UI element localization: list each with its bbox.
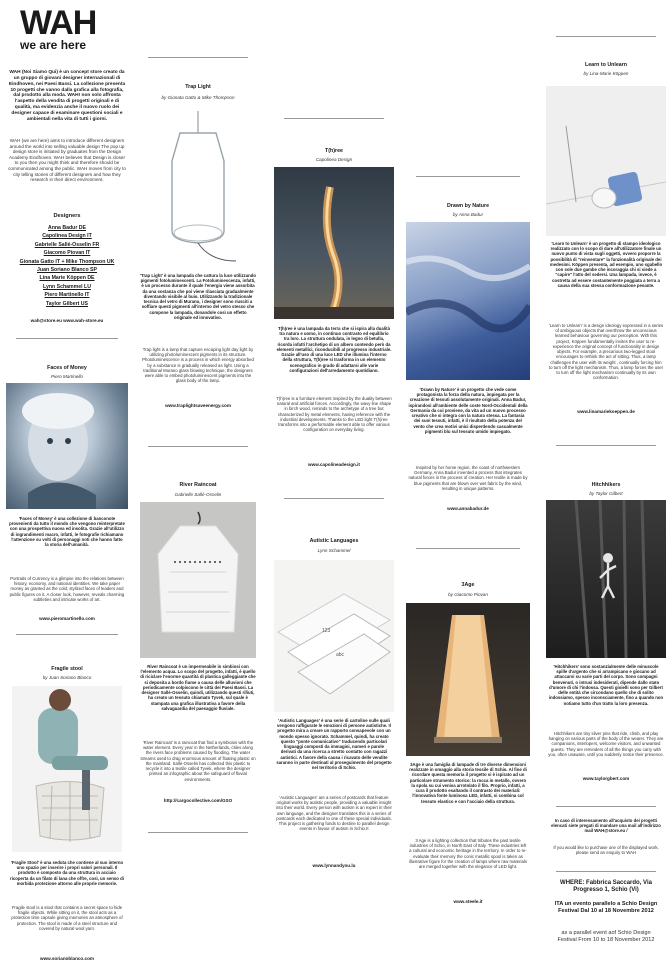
divider: [16, 338, 118, 339]
designer-link[interactable]: Anna Badur DE: [47, 225, 87, 231]
learn-to-unlearn-photo: [546, 86, 666, 236]
autistic-it: 'Autistic Languages' è una serie di cartoline sulle quali vengono raffigurate le emozioni di persone autistiche. Il progetto mira a creare un rapporto consapevole con un mondo spesso ignorato. Schammel, quindi, ha creato questo "ponte comunicativo" traducendo particolari linguaggi composti da immagini, numeri e parole derivati da una ricerca a stretto contatto con ragazzi autistici. A favore della causa i ricavato delle vendite saranno in parte destinati al proseguimento del progetto nel territorio di Schio.: [276, 718, 392, 771]
faces-title: Faces of Money: [47, 365, 87, 371]
designer-link[interactable]: Gionata Gatto IT + Mike Thompson UK: [19, 258, 115, 265]
divider: [16, 634, 118, 635]
raincoat-url[interactable]: http://cargocollective.com/GSO: [163, 798, 233, 803]
designer-link[interactable]: Capolinea Design IT: [42, 233, 92, 240]
unlearn-en: 'Learn to Unlearn' is a design ideology expressed in a series of ambiguous objects that overthrow the unconscious learned behaviour governing our perception. With this project, Köppen fundamentally invites the user to re-experience the original concept of functionality in design objects. For example, a precarious two-legged stool encourages to rethink the act of sitting. Thus, a lamp challenges the user with its weight , continually forcing him to turn off the light mechanism. Thus, a lamp forces the user to turn off the light mechanism continually by its own conformation.: [548, 323, 664, 381]
unlearn-url[interactable]: www.linamariekoeppen.de: [577, 409, 635, 414]
trap-light-photo: [140, 111, 256, 269]
divider: [556, 445, 656, 446]
hitchhikers-it: 'Hitchhikers' sono sostanzialmente delle minuscole spille d'argento che si arrampicano e giocano ad attaccarsi su varie parti del corpo. Sono compagni benvenuti, o intrusi indesiderati, dipende dallo stato d'umore di chi l'indossa. Questi gioielli sono per Gilbert delle entità che circondano quello che di solito indossiamo, spesso inconsciamente, fino a quando non notiamo tutto d'un tratto la loro presenza.: [548, 664, 664, 706]
tree-title: T(h)ree: [325, 148, 343, 154]
hitchhikers-by: by Taylor Gilbert: [589, 491, 623, 496]
divider: [416, 548, 520, 549]
designer-link[interactable]: Piero Martinello IT: [44, 292, 90, 299]
autistic-languages-photo: [274, 560, 394, 712]
3age-by: by Giacomo Piovan: [448, 592, 488, 597]
hitchhikers-title: Hitchhikers: [591, 482, 621, 488]
divider: [148, 57, 248, 58]
tree-lamp-photo: [274, 167, 394, 319]
wah-logo: WAH: [20, 4, 97, 42]
event-it: ITA un evento parallelo a Schio Design Festival Dal 10 al 18 Novembre 2012: [554, 901, 658, 914]
divider: [148, 446, 248, 447]
fragile-it: 'Fragile Stool' è una seduta che contiene al suo interno uno spazio per inserire i propri valori personali. Il prodotto è composto da una struttura in acciaio ricoperta da un filato di lana che offre, così, un senso di morbida protezione attorno alle proprie memorie.: [10, 860, 124, 886]
unlearn-by: by Lina-Marie Köppen: [583, 71, 629, 76]
faces-url[interactable]: www.pieromartinello.com: [39, 616, 95, 621]
divider: [284, 498, 384, 499]
drawn-title: Drawn by Nature: [446, 203, 490, 209]
designers-list: [6, 224, 128, 308]
divider: [556, 36, 656, 37]
autistic-by: Lynn Schammel: [317, 548, 351, 553]
column-4: [406, 0, 530, 969]
autistic-title: Autistic Languages: [309, 538, 359, 544]
fragile-stool-photo: [12, 686, 122, 852]
designer-link[interactable]: Gabrielle Sallé-Osselin FR: [34, 241, 100, 248]
autistic-url[interactable]: www.lynnandyou.lu: [312, 863, 356, 868]
tree-it: T(h)ree è una lampada da terra che si ispira alla dualità tra natura e uomo, in continuo contrasto ed equilibrio tra loro. La struttura ondulata, in legno di betulla, ricorda infatti l'archetipo di un albero contendo però da elementi metallici, riconducibili al progresso industriale. Grazie all'uso di una luce LED che illumina l'interno della struttura, T(h)ree si trasforma in un elemento scenografico in grado di adattarsi alle varie configurazioni dell'arredamento quotidiano.: [276, 326, 392, 373]
divider: [556, 806, 656, 807]
3age-url[interactable]: www.steele.it: [453, 899, 483, 904]
3age-it: 3Age è una famiglia di lampade di tre diverse dimensioni realizzate in omaggio alla storia tessile di Schio. Al fine di ricordare questa memoria il progetto si è ispirato ad un particolare strumento storico: la rocca in metallo, ovvero la spola su cui veniva arrotolato il filo. Proprio, infatti, a cura il prodotto esaltando il contrasto dei materiali: l'innovativa fonte luminosa LED, infatti, si combina col tessuto elastico e con l'acciaio della struttura.: [409, 762, 527, 804]
designer-link[interactable]: Lynn Schammel LU: [43, 283, 91, 290]
hitchhikers-url[interactable]: www.taylorgbert.com: [582, 776, 630, 781]
trap-url[interactable]: www.traplightsaveenergy.com: [165, 403, 231, 408]
tree-by: Capolinea Design: [315, 157, 353, 162]
trap-en: Trap light is a lamp that capture escaping light day light by utilizing photoluminescent pigments in its structure. Photoluminescence is a process in which energy absorbed by a substance is gradually released as light. Using a traditional Murano glass blowing technique, the designers were able to embed photoluminescent pigments into the glass body of the lamp.: [142, 347, 254, 384]
column-2: [138, 0, 258, 969]
svg-text:123: 123: [322, 628, 331, 634]
trap-by: by Gionata Gatto & Mike Thompson: [161, 95, 235, 100]
fragile-en: Fragile stool is a stool that contains a secret space to hide fragile objects. While sitting on it, the stool acts as a protection time capsule giving memories an atmosphere of protection. The stool is made of a steel structure and covered by natural wool yarn.: [11, 905, 123, 931]
fragile-title: Fragile stool: [51, 666, 83, 672]
drawn-by-nature-photo: [406, 222, 530, 380]
masthead: [20, 4, 128, 52]
fragile-url[interactable]: www.sorianoblanco.com: [40, 956, 94, 961]
raincoat-by: Gabrielle Sallé-Osselin: [174, 492, 222, 497]
drawn-en: Inspired by her home region, the coast of northwestern Germany, Anna Badur invented a process that integrates natural forces in the process of creation. Her textile is made by blue pigments that are blown over wet fabric by the wind, resulting in unique patterns.: [408, 465, 528, 491]
trap-it: 'Trap Light' è una lampada che cattura la luce utilizzando pigmenti fotoluminescenti. La Fotoluminescenza, infatti, è un processo durante il quale l'energia viene assorbita da una sostanza che poi viene rilasciata gradualmente diventando visibile al buio. Utilizzando la tradizionale tecnica del vetro di Murano, i designer sono riusciti a soffiare questi pigmenti all'interno del vetro stesso che compone la lampada, donandole così un effetto originale ed innovativo.: [140, 273, 256, 320]
where-address: WHERE: Fabbrica Saccardo, Via Progresso 1, Schio (Vi): [560, 880, 652, 894]
faces-it: 'Faces of Money' è una collezione di banconote provenienti da tutto il mondo che vengono reinterpretate con una prospettiva nuova ed insolita. Grazie all'utilizzo di ingrandimenti macro, infatti, le fotografie richiamano l'attenzione su volti di personaggi noti che hanno fatto la storia dell'umanità.: [9, 516, 125, 548]
about-en: WAH (we are here) aims to introduce different designers around the world into selling valuable design The pop up design store is initiated by graduates from the Design Academy Eindhoven. WAH believes that Design is closer to you then you might think and therefore should be communicated among the public. WAH moves from city to city telling stories of different designers and how they research in their direct environment.: [8, 138, 126, 183]
tree-url[interactable]: www.capolineadesign.it: [308, 462, 360, 467]
designer-link[interactable]: Taylor Gilbert US: [46, 300, 88, 307]
fragile-by: by Juan Soriano Blanco: [42, 675, 92, 680]
raincoat-title: River Raincoat: [179, 482, 217, 488]
interest-it: In caso di interessamento all'acquisto dei progetti elencati siete pregati di mandare una mail all'indirizzo mail WAH@store.eu /: [551, 818, 661, 834]
raincoat-it: River Raincoat è un impermeabile in simbiosi con l'elemento acqua. Lo scopo del progetto, infatti, è quello di riciclare l'enorme quantità di plastica galleggiante che si deposita a bordo fiume a causa delle alluvioni che periodicamente colpiscono le città dei Paesi Bassi. La designer Sallé-Osselin, quindi, utilizzando questi rifiuti, ha creato un tessuto chiamato Tyvek, sul quale è stampata una grafica illustrativa a favore della salvaguardia del paesaggio fluviale.: [140, 664, 256, 711]
faces-by: Piero Martinello: [51, 374, 83, 379]
3age-title: 3Age: [461, 582, 475, 588]
unlearn-it: 'Learn to Unlearn' è un progetto di stampo ideologico realizzato con lo scopo di dare all'utilizzatore finale un nuovo punto di vista sugli oggetti, ovvero proporre la possibilità di "reinventare" la funzionalità originale dei medesimi. Köppen presenta, ad esempio, uno sgabello con sole due gambe che incoraggia chi si siede a "capire" l'atto del sedersi. Una lampada, invece, è costretta ad essere costantemente poggiata a terra a causa della sua stessa conformazione pesante.: [549, 241, 663, 288]
faces-en: Portraits of Currency is a glimpse into the relations between history, economy, and national identities. We take paper money as granted as the cold, stylized faces of leaders and public figures on it. A closer look, however, reveals charming subtleties and intricate works of art.: [9, 576, 125, 602]
river-raincoat-photo: [140, 502, 256, 658]
trap-title: Trap Light: [185, 84, 211, 90]
about-it: WAH (Noi Siamo Qui) è un concept store creato da un gruppo di giovani designer internazionali di Eindhoven, nei Paesi Bassi. La collezione presenta 10 progetti che vanno dalla grafica alla fotografia, dal prodotto alla moda. WAH! non solo affronta l'aspetto della vendita di progetti originali e di qualità, ma evidenzia anche il nuovo ruolo dei designer capace di esaminare questioni sociali e ambientali nella vita di tutti i giorni.: [8, 70, 126, 122]
svg-text:abc: abc: [336, 652, 345, 658]
drawn-it: 'Drawn by Nature' è un progetto che vede come protagonista la forza della natura, impiegata per la creazione di tessuti assolutamente originali. Anna Badur, ispirandosi all'ambiente delle coste Nord-Occidentali della Germania da cui proviene, da vita ad un nuovo processo creativo che si integra con la natura stessa. La fantasia dei suoi tessuti, infatti, è il risultato della potenza del vento che crea motivi unici disperdendo casualmente pigmenti blu sul tessuto umido impiegato.: [408, 387, 528, 434]
divider: [284, 118, 384, 119]
contact-line[interactable]: wah@store.eu www.wah-store.eu: [30, 318, 104, 323]
3age-en: 3 Age is a lighting collection that tributes the past textile industries of Schio, in North East of Italy. These industries left a cultural and economic heritage in the territory. In order to re-evaluate their memory the conic metallic spool is taken as illustrative figure for the creation of lamps where raw materials are merged together with the elegance of LED light.: [409, 838, 527, 870]
tagline: we are here: [20, 38, 87, 52]
divider: [416, 176, 520, 177]
3age-lamp-photo: [406, 603, 530, 756]
autistic-en: 'Autistic Languages' are a series of postcards that feature original works by autistic people, providing a valuable insight into their world. Every person with autism is an expert in their own language, and the designer translates this in a series of postcards each dedicated to one of these special individuals. This project is gathering funds to destine to parallel design events in favour of autism in Schio.It: [276, 795, 392, 832]
unlearn-title: Learn to Unlearn: [584, 62, 628, 68]
column-5: [546, 0, 666, 969]
drawn-by: by Anna Badur: [452, 212, 484, 217]
designer-link[interactable]: Giacomo Piovan IT: [43, 250, 91, 257]
divider: [556, 871, 656, 872]
designers-heading: Designers: [53, 213, 81, 219]
column-1: [6, 0, 128, 969]
drawn-url[interactable]: www.annabadur.de: [447, 506, 489, 511]
interest-en: If you would like to purchase one of the displayed work, please send an enquiry to WAH: [553, 845, 659, 856]
hitchhikers-en: Hitchhikers are tiny silver pins that ride, climb, and play hanging on various parts of the body of the wearer. They are companions, interlopers, welcome visitors, and unwanted guests. They are reminders of all the things you carry with you, often unaware, until you suddenly notice their presence.: [548, 731, 664, 757]
designer-link[interactable]: Juan Soriano Blanco SP: [37, 267, 97, 274]
faces-of-money-photo: [6, 383, 128, 509]
column-3: [274, 0, 394, 969]
raincoat-en: 'River Raincoat' is a raincoat that find a symbiosis with the water element. Every year in the Netherlands, cities along the rivers face problems caused by flooding. The water streams used to drag enormous amount of floating plastic on the mainland. Sallé-Osselin has collected this plastic to recycle it into a textile called Tyvek, where the designer printed an infographic about the safeguard of fluvial environments.: [140, 740, 256, 782]
tree-en: T(h)ree is a furniture element inspired by the duality between natural and artificial forces. Accordingly, the wavy line shape in birch wood, reminds to the archetype of a tree but characterized by metal elements, having reference with the industrial developments. Thanks to the LED light T(h)ree transforms into a performable element able to offer various configuration on everyday living.: [276, 396, 392, 433]
divider: [148, 832, 248, 833]
designer-link[interactable]: Lina Marie Köppen DE: [39, 275, 95, 282]
hitchhikers-photo: [546, 500, 666, 658]
event-en: as a parallel event aof Schio Design Festival From 10 to 18 November 2012: [557, 930, 655, 943]
